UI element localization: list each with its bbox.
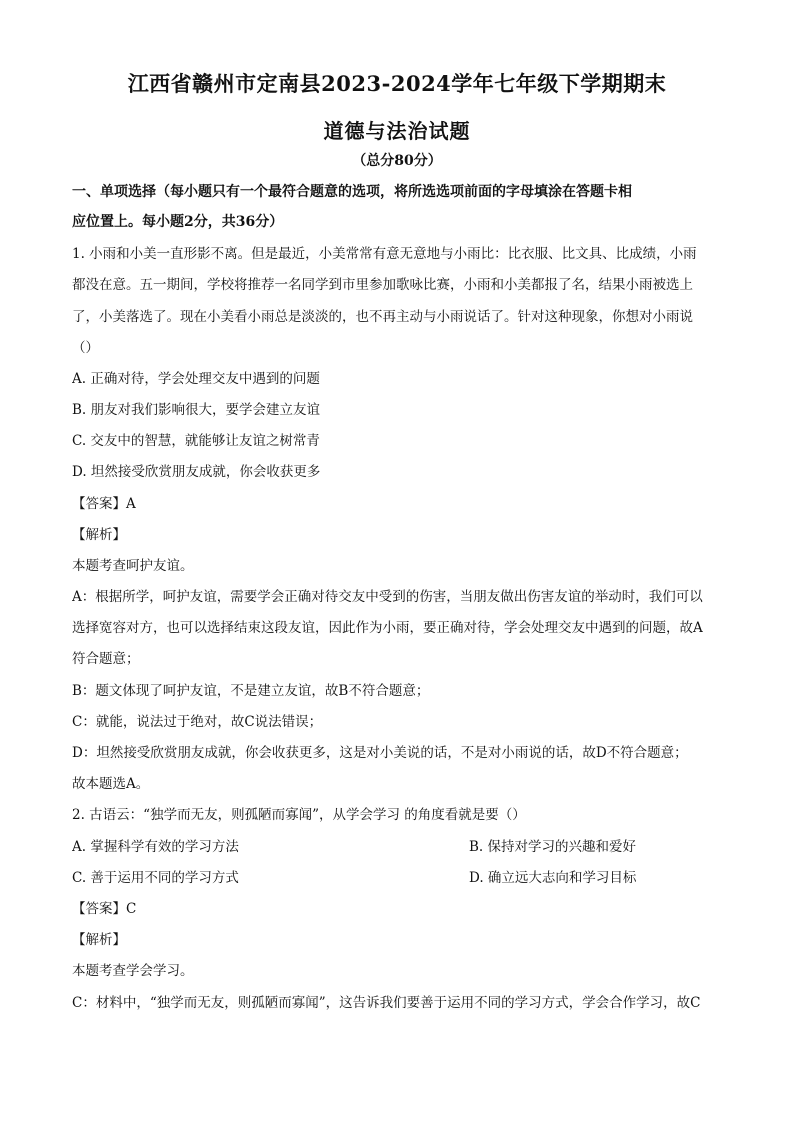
q1-analysis: 选择宽容对方，也可以选择结束这段友谊，因此作为小雨，要正确对待，学会处理交友中遇到的问题，故A [72,620,703,636]
q1-stem: 了，小美落选了。现在小美看小雨总是淡淡的，也不再主动与小雨说话了。针对这种现象，你想对小雨说 [72,309,693,325]
q2-option-row [72,838,727,856]
q2-option-a: A. 掌握科学有效的学习方法 [72,839,239,855]
q1-answer: 【答案】A [72,496,136,512]
q1-analysis: 符合题意； [72,651,140,667]
q1-analysis: 故本题选A。 [72,776,150,792]
q1-analysis-label: 【解析】 [72,527,126,543]
q2-option-d: D. 确立远大志向和学习目标 [469,870,637,886]
q1-stem: （） [72,340,99,356]
q2-option-row [72,869,727,887]
q1-option-a: A. 正确对待，学会处理交友中遇到的问题 [72,371,320,387]
q2-answer: 【答案】C [72,901,137,917]
q1-stem: 1. 小雨和小美一直形影不离。但是最近，小美常常有意无意地与小雨比：比衣服、比文具、比成绩，小雨 [72,246,697,262]
q1-option-b: B. 朋友对我们影响很大，要学会建立友谊 [72,402,321,418]
q1-analysis: 本题考查呵护友谊。 [72,558,194,574]
q2-option-c: C. 善于运用不同的学习方式 [72,870,239,886]
q2-analysis: C：材料中，“独学而无友，则孤陋而寡闻”，这告诉我们要善于运用不同的学习方式，学会合作学习，故C [72,995,701,1011]
q1-analysis: B：题文体现了呵护友谊，不是建立友谊，故B不符合题意； [72,683,430,699]
q2-option-b: B. 保持对学习的兴趣和爱好 [469,839,637,855]
q1-analysis: A：根据所学，呵护友谊，需要学会正确对待交友中受到的伤害，当朋友做出伤害友谊的举动时，我们可以 [72,589,703,605]
q2-analysis: 本题考查学会学习。 [72,963,194,979]
exam-title: 江西省赣州市定南县2023-2024学年七年级下学期期末 [127,71,667,96]
q2-stem: 2. 古语云：“独学而无友，则孤陋而寡闻”，从学会学习 的角度看就是要（） [72,807,526,823]
q1-stem: 都没在意。五一期间，学校将推荐一名同学到市里参加歌咏比赛，小雨和小美都报了名，结果小雨被选上 [72,277,693,293]
q1-analysis: D：坦然接受欣赏朋友成就，你会收获更多，这是对小美说的话，不是对小雨说的话，故D不符合题意； [72,745,688,761]
section-heading: 一、单项选择（每小题只有一个最符合题意的选项，将所选选项前面的字母填涂在答题卡相 [72,184,632,200]
q2-analysis-label: 【解析】 [72,932,126,948]
q1-option-d: D. 坦然接受欣赏朋友成就，你会收获更多 [72,464,321,480]
section-heading-cont: 应位置上。每小题2分，共36分） [72,214,284,230]
q1-analysis: C：就能，说法过于绝对，故C说法错误； [72,714,323,730]
q1-option-c: C. 交友中的智慧，就能够让友谊之树常青 [72,433,320,449]
total-score: （总分80分） [352,153,442,169]
exam-subject-title: 道德与法治试题 [323,119,471,143]
